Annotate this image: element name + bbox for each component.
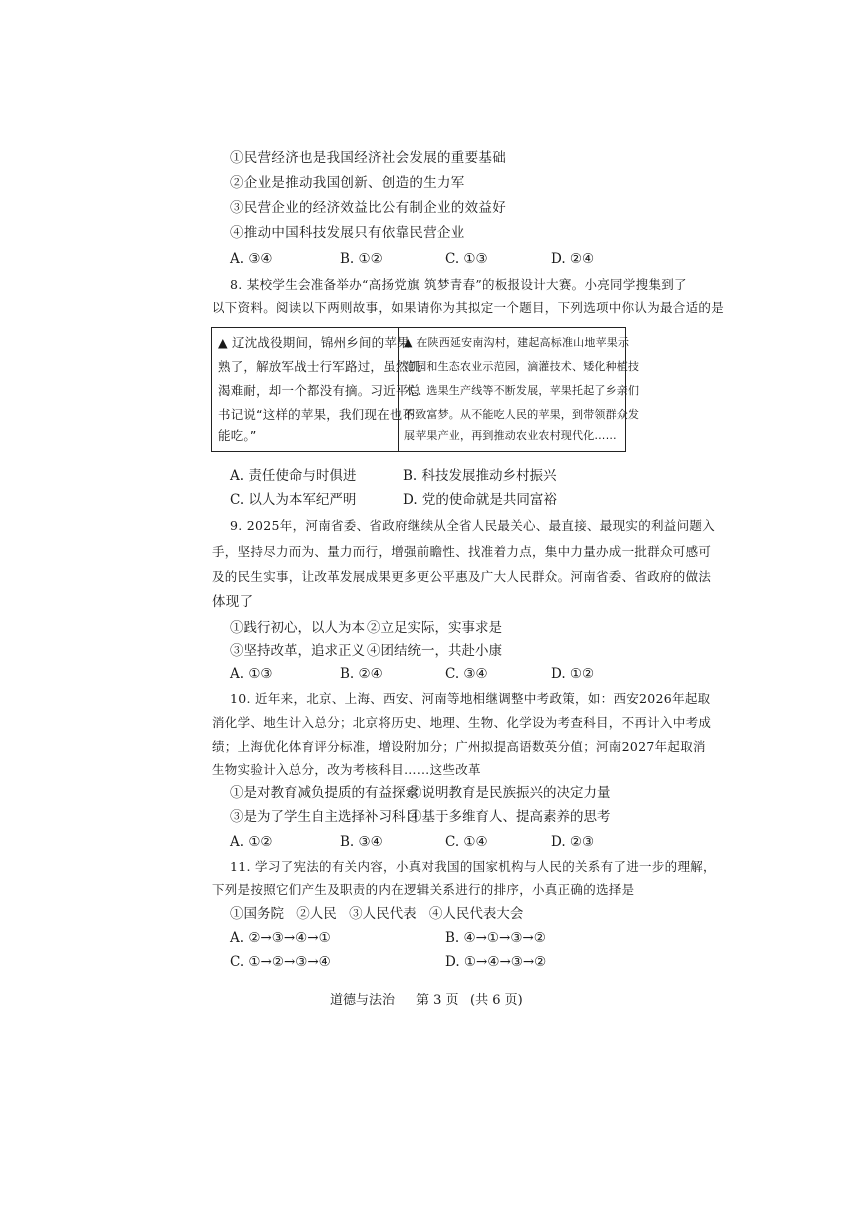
q10-item-4: ④基于多维育人、提高素养的思考: [408, 809, 611, 825]
q7-item-3: ③民营企业的经济效益比公有制企业的效益好: [230, 200, 506, 216]
q8-option-d: D. 党的使命就是共同富裕: [403, 492, 557, 508]
q11-option-c: C. ①→②→③→④: [230, 954, 331, 970]
q11-option-d: D. ①→④→③→②: [445, 954, 547, 970]
q11-items: ①国务院 ②人民 ③人民代表 ④人民代表大会: [230, 906, 524, 922]
q9-stem-line-2: 手，坚持尽力而为、量力而行，增强前瞻性、找准着力点，集中力量办成一批群众可感可: [212, 544, 712, 559]
q10-option-b: B. ③④: [340, 834, 383, 850]
footer-total-pages: (共 6 页): [470, 993, 523, 1008]
box-left-line-2: 熟了，解放军战士行军路过，虽然饥: [218, 359, 422, 374]
footer-page-number: 第 3 页: [416, 993, 459, 1008]
box-left-line-3: 渴难耐，却一个都没有摘。习近平总: [218, 383, 422, 398]
box-right-line-4: 的致富梦。从不能吃人民的苹果，到带领群众发: [404, 408, 640, 421]
q10-item-3: ③是为了学生自主选择补习科目: [230, 809, 419, 825]
q7-item-4: ④推动中国科技发展只有依靠民营企业: [230, 225, 465, 241]
q7-option-a: A. ③④: [230, 251, 273, 267]
q10-option-a: A. ①②: [230, 834, 273, 850]
box-left-line-4: 书记说“这样的苹果，我们现在也不: [218, 407, 416, 422]
box-right-line-2: 范园和生态农业示范园，滴灌技术、矮化种植技: [404, 360, 640, 373]
q7-option-b: B. ①②: [340, 251, 383, 267]
q9-option-c: C. ③④: [445, 666, 488, 682]
q11-option-a: A. ②→③→④→①: [230, 930, 331, 946]
q10-stem-line-2: 消化学、地生计入总分；北京将历史、地理、生物、化学设为考查科目，不再计入中考成: [212, 715, 712, 730]
q8-option-a: A. 责任使命与时俱进: [230, 468, 357, 484]
box-left-line-5: 能吃。”: [218, 428, 257, 443]
q10-stem-line-3: 绩；上海优化体育评分标准，增设附加分；广州拟提高语数英分值；河南2027年起取消: [212, 739, 706, 754]
q9-item-4: ④团结统一，共赴小康: [367, 643, 502, 659]
q7-option-d: D. ②④: [551, 251, 595, 267]
q9-item-1: ①践行初心，以人为本: [230, 620, 365, 636]
q10-option-c: C. ①④: [445, 834, 488, 850]
q7-option-c: C. ①③: [445, 251, 488, 267]
q9-item-2: ②立足实际，实事求是: [367, 620, 502, 636]
q9-stem-line-4: 体现了: [212, 594, 254, 610]
q8-stem-line-2: 以下资料。阅读以下两则故事，如果请你为其拟定一个题目，下列选项中你认为最合适的是: [212, 300, 725, 315]
q9-option-a: A. ①③: [230, 666, 273, 682]
q10-item-1: ①是对教育减负提质的有益探索: [230, 785, 419, 801]
q8-option-c: C. 以人为本军纪严明: [230, 492, 357, 508]
q9-option-b: B. ②④: [340, 666, 383, 682]
q8-stem-line-1: 8. 某校学生会准备举办“高扬党旗 筑梦青春”的板报设计大赛。小亮同学搜集到了: [230, 277, 687, 292]
q10-option-d: D. ②③: [551, 834, 595, 850]
box-right-line-5: 展苹果产业，再到推动农业农村现代化……: [404, 429, 617, 442]
q9-option-d: D. ①②: [551, 666, 595, 682]
box-right-line-3: 术、选果生产线等不断发展，苹果托起了乡亲们: [404, 384, 640, 397]
footer-subject: 道德与法治: [330, 993, 396, 1008]
q7-item-2: ②企业是推动我国创新、创造的生力军: [230, 175, 465, 191]
q9-stem-line-1: 9. 2025年，河南省委、省政府继续从全省人民最关心、最直接、最现实的利益问题入: [230, 518, 716, 533]
box-left-line-1: ▲ 辽沈战役期间，锦州乡间的苹果: [218, 335, 410, 350]
box-right-line-1: ▲ 在陕西延安南沟村，建起高标准山地苹果示: [404, 336, 630, 349]
q11-stem-line-2: 下列是按照它们产生及职责的内在逻辑关系进行的排序，小真正确的选择是: [212, 882, 635, 897]
q9-item-3: ③坚持改革，追求正义: [230, 643, 365, 659]
q10-item-2: ②说明教育是民族振兴的决定力量: [408, 785, 611, 801]
q8-option-b: B. 科技发展推动乡村振兴: [403, 468, 557, 484]
q11-stem-line-1: 11. 学习了宪法的有关内容，小真对我国的国家机构与人民的关系有了进一步的理解，: [230, 859, 716, 874]
q11-option-b: B. ④→①→③→②: [445, 930, 546, 946]
q7-item-1: ①民营经济也是我国经济社会发展的重要基础: [230, 150, 506, 166]
q10-stem-line-1: 10. 近年来，北京、上海、西安、河南等地相继调整中考政策，如：西安2026年起取: [230, 691, 711, 706]
q10-stem-line-4: 生物实验计入总分，改为考核科目……这些改革: [212, 762, 481, 777]
q9-stem-line-3: 及的民生实事，让改革发展成果更多更公平惠及广大人民群众。河南省委、省政府的做法: [212, 569, 712, 584]
